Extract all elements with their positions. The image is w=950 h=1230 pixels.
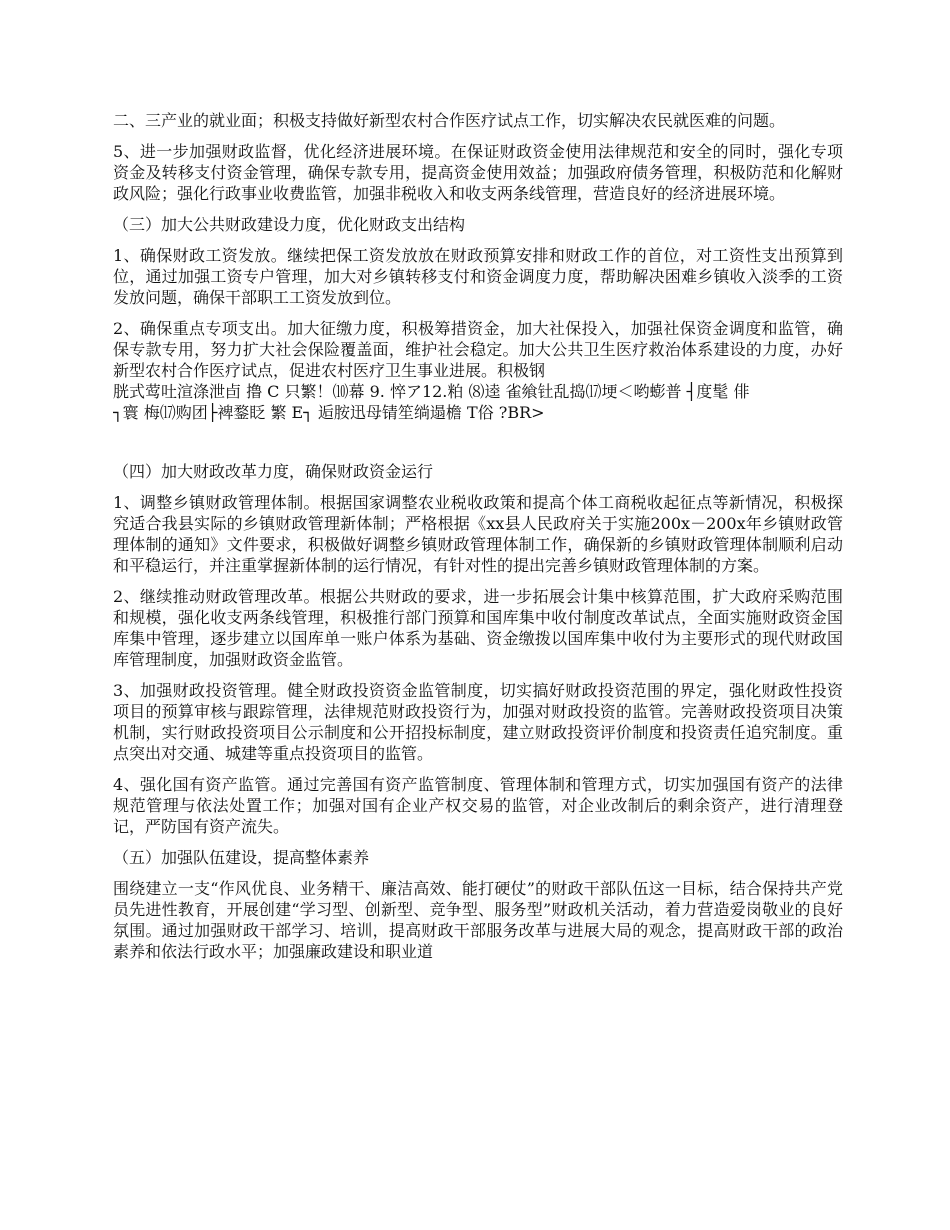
paragraph-management-reform: 2、继续推动财政管理改革。根据公共财政的要求，进一步拓展会计集中核算范围，扩大政府采购范围和规模，强化收支两条线管理，积极推行部门预算和国库集中收付制度改革试点，全面实施财政资金国库集中管理，逐步建立以国库单一账户体系为基础、资金缴拨以国库集中收付为主要形式的现代财政国库管理制度，加强财政资金监管。	[113, 587, 843, 669]
paragraph-salary-payment: 1、确保财政工资发放。继续把保工资发放放在财政预算安排和财政工作的首位，对工资性支出预算到位，通过加强工资专户管理，加大对乡镇转移支付和资金调度力度，帮助解决困难乡镇收入淡季的工资发放问题，确保干部职工工资发放到位。	[113, 246, 843, 307]
section-heading-3: （三）加大公共财政建设力度，优化财政支出结构	[113, 215, 466, 234]
paragraph-investment-management: 3、加强财政投资管理。健全财政投资资金监管制度，切实搞好财政投资范围的界定，强化财政性投资项目的预算审核与跟踪管理，法律规范财政投资行为，加强对财政投资的监管。完善财政投资项目决策机制，实行财政投资项目公示制度和公开招投标制度，建立财政投资评价制度和投资责任追究制度。重点突出对交通、城建等重点投资项目的监管。	[113, 681, 843, 763]
paragraph-team-building: 围绕建立一支“作风优良、业务精干、廉洁高效、能打硬仗”的财政干部队伍这一目标，结合保持共产党员先进性教育，开展创建“学习型、创新型、竞争型、服务型”财政机关活动，着力营造爱岗敬业的良好氛围。通过加强财政干部学习、培训，提高财政干部服务改革与进展大局的观念，提高财政干部的政治素养和依法行政水平；加强廉政建设和职业道	[113, 879, 843, 961]
blank-gap	[113, 423, 843, 461]
document-page	[113, 110, 843, 972]
paragraph-fiscal-supervision: 5、进一步加强财政监督，优化经济进展环境。在保证财政资金使用法律规范和安全的同时，强化专项资金及转移支付资金管理，确保专款专用，提高资金使用效益；加强政府债务管理，积极防范和化解财政风险；强化行政事业收费监管，加强非税收入和收支两条线管理，营造良好的经济进展环境。	[113, 142, 843, 203]
paragraph-township-system: 1、调整乡镇财政管理体制。根据国家调整农业税收政策和提高个体工商税收起征点等新情况，积极探究适合我县实际的乡镇财政管理新体制；严格根据《xx县人民政府关于实施200x－200x年乡镇财政管理体制的通知》文件要求，积极做好调整乡镇财政管理体制工作，确保新的乡镇财政管理体制顺利启动和平稳运行，并注重掌握新体制的运行情况，有针对性的提出完善乡镇财政管理体制的方案。	[113, 493, 843, 575]
paragraph-state-assets: 4、强化国有资产监管。通过完善国有资产监管制度、管理体制和管理方式，切实加强国有资产的法律规范管理与依法处置工作；加强对国有企业产权交易的监管，对企业改制后的剩余资产，进行清理登记，严防国有资产流失。	[113, 775, 843, 836]
paragraph-rural-medical: 二、三产业的就业面；积极支持做好新型农村合作医疗试点工作，切实解决农民就医难的问题。	[113, 111, 786, 130]
garbled-text-line-2: ┐寰 梅⒄购团├裨鍪眨 繁 E┐ 逅胺迅母锖笙绱遢檐 Т俗 ?BR>	[113, 403, 545, 422]
section-heading-5: （五）加强队伍建设，提高整体素养	[113, 848, 370, 867]
section-heading-4: （四）加大财政改革力度，确保财政资金运行	[113, 462, 434, 481]
paragraph-key-expenditure: 2、确保重点专项支出。加大征缴力度，积极筹措资金，加大社保投入，加强社保资金调度和监管，确保专款专用，努力扩大社会保险覆盖面，维护社会稳定。加大公共卫生医疗救治体系建设的力度，办好新型农村合作医疗试点，促进农村医疗卫生事业进展。积极钢	[113, 319, 843, 380]
garbled-text-line-1: 胱式莺吐渲涤泄卣 撸 C 只繁！⑽幕 9. 悴ア12.粕 ⑻逵 雀飨钍乱捣⒄埂＜哟蟛普 ┤度髦 俳	[113, 382, 750, 401]
